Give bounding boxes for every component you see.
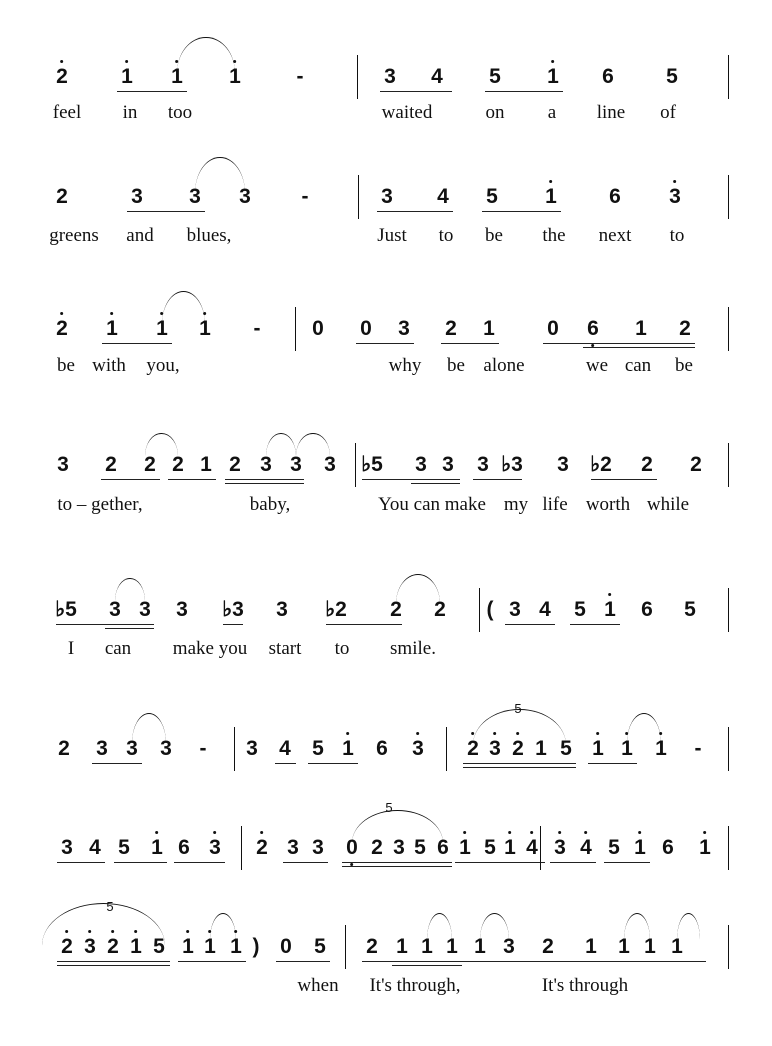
lyric-word: can [624,355,652,376]
note: 1 [699,836,711,859]
lyric-word: my [503,494,529,515]
note: - [296,65,304,88]
tuplet-number: 5 [514,701,522,716]
lyric-word: we [585,355,609,376]
slur-arc [177,37,235,73]
beam-underline [308,763,358,764]
beam-underline [105,628,154,629]
note: 3 [189,185,201,208]
note: 2 [56,185,68,208]
note: 1 [671,935,683,958]
note: 6 [437,836,449,859]
barline [728,307,729,351]
barline [355,443,356,487]
note: 1 [545,185,557,208]
note: 6 [662,836,674,859]
beam-underline [178,961,246,962]
note: 1 [635,317,647,340]
note: 6 [587,317,599,340]
note: 3 [442,453,454,476]
note: 3 [176,598,188,621]
slur-arc [427,913,452,940]
lyric-word: start [268,638,302,659]
lyric-word: to [334,638,350,659]
note: 3 [131,185,143,208]
note: 3 [503,935,515,958]
note: 2 [679,317,691,340]
note: 1 [474,935,486,958]
beam-underline [441,343,499,344]
note: 1 [156,317,168,340]
note: 1 [618,935,630,958]
note: ♭2 [325,598,347,621]
beam-underline [102,343,172,344]
barline [479,588,480,632]
beam-underline [463,763,576,764]
note: 1 [421,935,433,958]
lyric-word: be [447,355,465,376]
note: 2 [445,317,457,340]
lyric-word: I [67,638,75,659]
note: 3 [412,737,424,760]
slur-arc [480,913,509,940]
beam-underline [225,479,304,480]
lyric-word: alone [483,355,525,376]
beam-underline [482,211,561,212]
barline [728,175,729,219]
beam-underline [591,479,657,480]
note: - [253,317,261,340]
note: 5 [684,598,696,621]
note: 3 [415,453,427,476]
lyric-word: next [598,225,632,246]
note: 1 [342,737,354,760]
beam-underline [342,866,452,867]
note: 3 [489,737,501,760]
note: 0 [312,317,324,340]
note: ( [486,598,494,621]
note: 3 [290,453,302,476]
note: 2 [366,935,378,958]
note: 2 [144,453,156,476]
slur-arc [624,913,650,940]
note: ) [252,935,260,958]
note: ♭5 [55,598,77,621]
note: 2 [434,598,446,621]
note: 2 [641,453,653,476]
beam-underline [473,479,522,480]
note: 3 [61,836,73,859]
note: 1 [655,737,667,760]
slur-arc [132,713,166,743]
beam-underline [455,862,545,863]
lyric-word: It's through [541,975,629,996]
beam-underline [550,862,596,863]
note: 5 [118,836,130,859]
note: 1 [182,935,194,958]
note: 1 [459,836,471,859]
slur-arc [42,903,165,946]
note: 1 [106,317,118,340]
note: 3 [160,737,172,760]
note: 1 [171,65,183,88]
note: ♭5 [361,453,383,476]
note: 1 [200,453,212,476]
note: 3 [84,935,96,958]
note: 0 [547,317,559,340]
lyric-word: It's through, [369,975,461,996]
beam-underline [117,91,187,92]
note: 6 [376,737,388,760]
note: ♭3 [222,598,244,621]
beam-underline [223,624,243,625]
barline [728,925,729,969]
note: 1 [504,836,516,859]
slur-arc [266,433,296,456]
note: 4 [89,836,101,859]
lyric-word: you, [146,355,180,376]
note: 1 [644,935,656,958]
beam-underline [392,965,462,966]
note: 5 [666,65,678,88]
note: 3 [312,836,324,859]
note: 1 [204,935,216,958]
beam-underline [127,211,205,212]
slur-arc [352,810,443,843]
barline [358,175,359,219]
note: 1 [151,836,163,859]
lyric-word: to – gether, [57,494,143,515]
note: 1 [535,737,547,760]
note: 5 [608,836,620,859]
slur-arc [210,913,236,940]
note: 1 [621,737,633,760]
note: 2 [107,935,119,958]
note: 3 [384,65,396,88]
lyric-word: be [485,225,503,246]
beam-underline [485,91,563,92]
note: 1 [130,935,142,958]
lyric-word: life [542,494,568,515]
lyric-word: blues, [186,225,232,246]
note: 4 [580,836,592,859]
note: 5 [574,598,586,621]
slur-arc [396,574,440,604]
barline [728,55,729,99]
note: 3 [239,185,251,208]
note: 3 [557,453,569,476]
note: 3 [393,836,405,859]
slur-arc [677,913,700,940]
note: 3 [139,598,151,621]
beam-underline [377,211,453,212]
note: 6 [602,65,614,88]
lyric-word: baby, [249,494,291,515]
lyric-word: line [596,102,626,123]
note: 3 [509,598,521,621]
lyric-word: why [388,355,422,376]
note: 5 [486,185,498,208]
note: 3 [398,317,410,340]
lyric-word: to [438,225,454,246]
lyric-word: greens [49,225,99,246]
note: 2 [56,65,68,88]
beam-underline [276,961,330,962]
note: 2 [105,453,117,476]
slur-arc [296,433,330,456]
note: 1 [592,737,604,760]
beam-underline [283,862,328,863]
note: 6 [178,836,190,859]
note: 0 [280,935,292,958]
note: 1 [547,65,559,88]
note: 2 [61,935,73,958]
barline [357,55,358,99]
beam-underline [583,347,695,348]
beam-underline [342,862,452,863]
beam-underline [362,479,460,480]
note: 1 [483,317,495,340]
barline [728,826,729,870]
note: 1 [446,935,458,958]
note: 2 [58,737,70,760]
note: 3 [554,836,566,859]
note: 2 [467,737,479,760]
beam-underline [411,483,460,484]
note: 3 [109,598,121,621]
note: 3 [126,737,138,760]
slur-arc [145,433,178,456]
beam-underline [92,763,142,764]
beam-underline [57,961,170,962]
note: 3 [260,453,272,476]
note: 0 [346,836,358,859]
note: 1 [634,836,646,859]
note: 5 [489,65,501,88]
note: - [199,737,207,760]
beam-underline [570,624,620,625]
note: 2 [56,317,68,340]
note: 5 [314,935,326,958]
beam-underline [56,624,154,625]
note: ♭3 [501,453,523,476]
beam-underline [505,624,555,625]
beam-underline [101,479,160,480]
note: 3 [287,836,299,859]
note: 3 [209,836,221,859]
lyric-word: to [669,225,685,246]
lyric-word: worth [585,494,631,515]
beam-underline [57,965,170,966]
note: 1 [230,935,242,958]
note: 4 [279,737,291,760]
beam-underline [543,343,695,344]
note: 5 [484,836,496,859]
slur-arc [162,291,205,324]
note: 3 [57,453,69,476]
note: 6 [641,598,653,621]
note: 2 [690,453,702,476]
barline [728,727,729,771]
beam-underline [174,862,225,863]
beam-underline [114,862,167,863]
note: 4 [431,65,443,88]
lyric-word: with [92,355,126,376]
note: 3 [477,453,489,476]
lyric-word: a [547,102,557,123]
beam-underline [588,763,637,764]
beam-underline [356,343,414,344]
note: 1 [199,317,211,340]
note: 2 [229,453,241,476]
note: 2 [542,935,554,958]
lyric-word: feel [52,102,82,123]
note: 1 [604,598,616,621]
barline [728,443,729,487]
beam-underline [326,624,402,625]
lyric-word: be [57,355,75,376]
slur-arc [115,578,145,601]
note: 1 [396,935,408,958]
note: - [301,185,309,208]
note: 2 [512,737,524,760]
note: - [694,737,702,760]
beam-underline [604,862,650,863]
note: 2 [390,598,402,621]
note: 4 [437,185,449,208]
barline [446,727,447,771]
note: 5 [312,737,324,760]
note: 1 [229,65,241,88]
note: 3 [96,737,108,760]
lyric-word: when [297,975,339,996]
beam-underline [463,767,576,768]
slur-arc [627,713,661,743]
lyric-word: Just [377,225,407,246]
slur-arc [195,157,245,193]
lyric-word: while [646,494,690,515]
note: 3 [381,185,393,208]
note: 2 [371,836,383,859]
note: 3 [246,737,258,760]
lyric-word: on [485,102,505,123]
barline [241,826,242,870]
lyric-word: You can make [378,494,486,515]
note: 6 [609,185,621,208]
note: 0 [360,317,372,340]
note: 5 [153,935,165,958]
note: ♭2 [590,453,612,476]
note: 1 [121,65,133,88]
beam-underline [275,763,296,764]
barline [728,588,729,632]
note: 4 [539,598,551,621]
beam-underline [57,862,105,863]
note: 2 [256,836,268,859]
note: 1 [585,935,597,958]
note: 3 [669,185,681,208]
lyric-word: smile. [390,638,436,659]
beam-underline [168,479,216,480]
lyric-word: waited [381,102,433,123]
note: 5 [414,836,426,859]
beam-underline [582,961,706,962]
lyric-word: of [660,102,676,123]
lyric-word: too [167,102,193,123]
barline [540,826,541,870]
lyric-word: can [104,638,132,659]
tuplet-number: 5 [106,899,114,914]
note: 5 [560,737,572,760]
lyric-word: the [542,225,566,246]
beam-underline [225,483,304,484]
barline [295,307,296,351]
barline [345,925,346,969]
lyric-word: and [126,225,154,246]
beam-underline [380,91,452,92]
lyric-word: in [122,102,138,123]
barline [234,727,235,771]
lyric-word: make you [172,638,248,659]
note: 3 [276,598,288,621]
note: 4 [526,836,538,859]
tuplet-number: 5 [385,800,393,815]
note: 3 [324,453,336,476]
lyric-word: be [675,355,693,376]
note: 2 [172,453,184,476]
